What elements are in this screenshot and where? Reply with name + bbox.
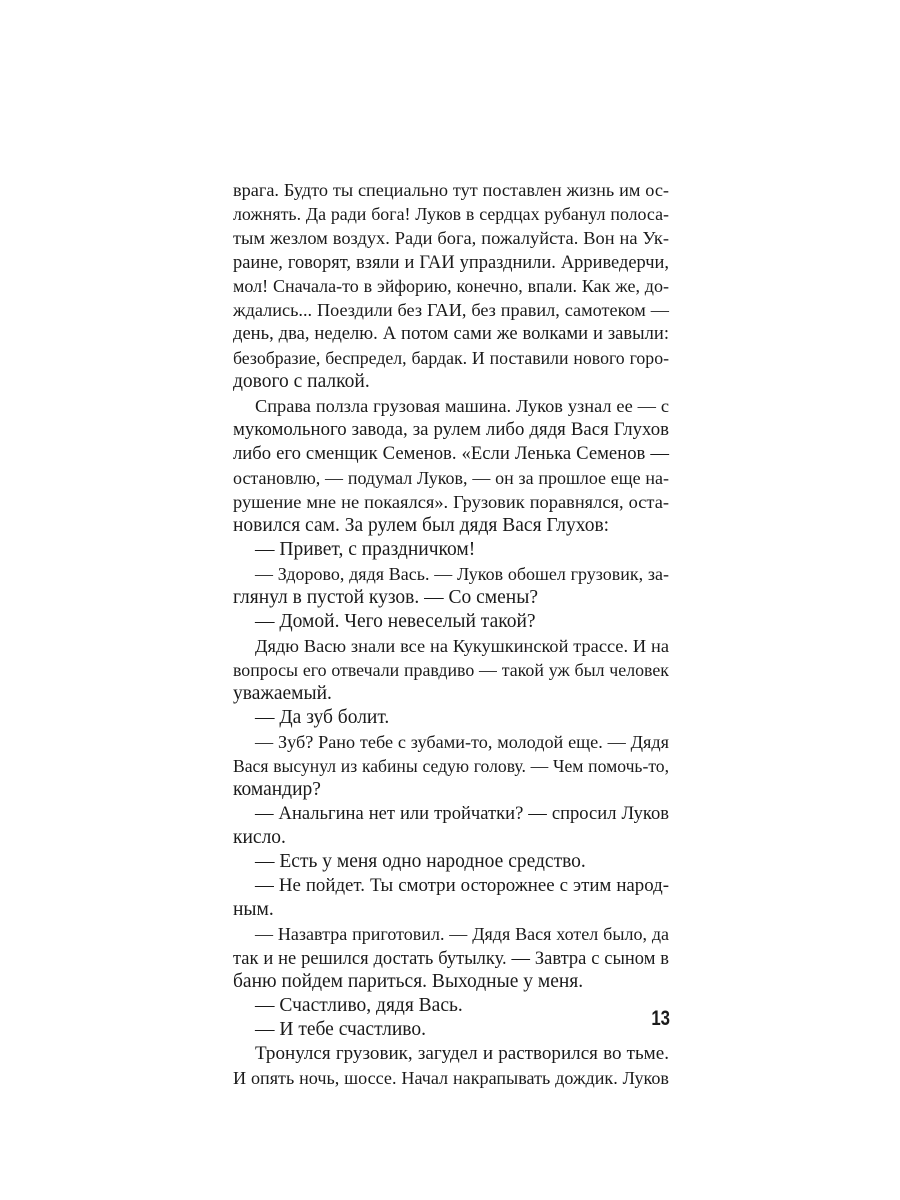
text-line: Вася высунул из кабины седую голову. — Чем помочь-то, — [233, 756, 669, 776]
text-line: раине, говорят, взяли и ГАИ упразднили. Арриведерчи, — [233, 252, 669, 272]
text-line: кисло. — [233, 827, 286, 848]
text-line: дового с палкой. — [233, 371, 370, 392]
text-line: Тронулся грузовик, загудел и растворился во тьме. — [255, 1043, 669, 1064]
text-line: новился сам. За рулем был дядя Вася Глухов: — [233, 515, 610, 536]
text-line: ложнять. Да ради бога! Луков в сердцах рубанул полоса- — [233, 204, 669, 224]
page-body — [233, 178, 669, 1090]
text-line: — Не пойдет. Ты смотри осторожнее с этим народ- — [255, 875, 669, 896]
text-line: ным. — [233, 899, 274, 920]
text-line: Дядю Васю знали все на Кукушкинской трассе. И на — [255, 636, 669, 656]
text-line: — И тебе счастливо. — [255, 1019, 426, 1040]
text-line: ждались... Поездили без ГАИ, без правил, самотеком — — [233, 300, 669, 320]
text-line: так и не решился достать бутылку. — Завтра с сыном в — [233, 948, 669, 968]
text-line: вопросы его отвечали правдиво — такой уж был человек — [233, 660, 669, 680]
text-line: мол! Сначала-то в эйфорию, конечно, впали. Как же, до- — [233, 276, 669, 296]
text-line: остановлю, — подумал Луков, — он за прошлое еще на- — [233, 468, 669, 488]
text-line: тым жезлом воздух. Ради бога, пожалуйста. Вон на Ук- — [233, 228, 669, 248]
text-line: мукомольного завода, за рулем либо дядя Вася Глухов — [233, 419, 669, 440]
text-line: — Да зуб болит. — [255, 707, 390, 728]
text-line: — Счастливо, дядя Вась. — [255, 995, 463, 1016]
text-line: — Привет, с праздничком! — [255, 539, 476, 560]
text-line: — Назавтра приготовил. — Дядя Вася хотел было, да — [255, 924, 669, 944]
text-line: — Домой. Чего невеселый такой? — [255, 611, 536, 632]
text-line: И опять ночь, шоссе. Начал накрапывать дождик. Луков — [233, 1068, 669, 1088]
text-line: либо его сменщик Семенов. «Если Ленька Семенов — — [233, 443, 669, 464]
page-number: 13 — [651, 1007, 670, 1030]
text-line: командир? — [233, 779, 321, 800]
text-line: — Здорово, дядя Вась. — Луков обошел грузовик, за- — [255, 564, 669, 584]
text-line: врага. Будто ты специально тут поставлен жизнь им ос- — [233, 180, 669, 200]
text-line: — Есть у меня одно народное средство. — [255, 851, 586, 872]
text-line: уважаемый. — [233, 683, 332, 704]
text-line: — Зуб? Рано тебе с зубами-то, молодой еще. — Дядя — [255, 732, 669, 752]
text-line: безобразие, беспредел, бардак. И поставили нового горо- — [233, 348, 669, 368]
text-line: день, два, неделю. А потом сами же волками и завыли: — [233, 323, 669, 344]
text-line: баню пойдем париться. Выходные у меня. — [233, 971, 584, 992]
text-line: глянул в пустой кузов. — Со смены? — [233, 587, 538, 608]
text-line: — Анальгина нет или тройчатки? — спросил Луков — [255, 803, 669, 824]
text-line: рушение мне не покаялся». Грузовик поравнялся, оста- — [233, 492, 669, 512]
text-line: Справа ползла грузовая машина. Луков узнал ее — с — [255, 396, 669, 416]
